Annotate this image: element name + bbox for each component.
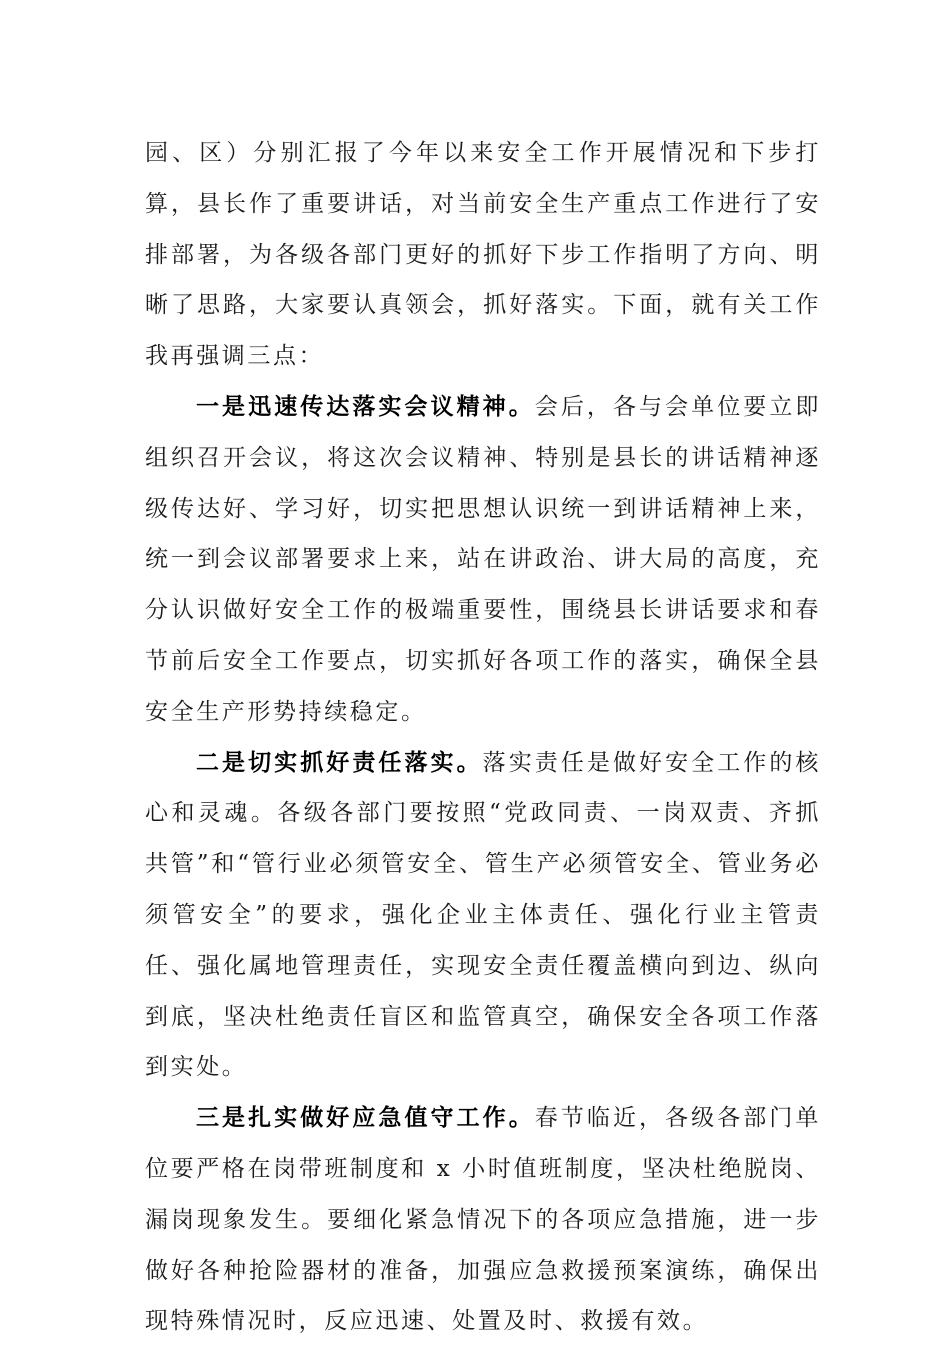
paragraph-intro-continuation <box>145 128 821 382</box>
document-body <box>145 128 821 1347</box>
paragraph-point-three <box>145 1093 821 1347</box>
paragraph-point-one <box>145 382 821 738</box>
paragraph-text: 春节临近，各级各部门单位要严格在岗带班制度和 x 小时值班制度，坚决杜绝脱岗、漏岗现象发生。要细化紧急情况下的各项应急措施，进一步做好各种抢险器材的准备，加强应急救援预案演练，确保出现特殊情况时，反应迅速、处置及时、救援有效。 <box>145 1105 821 1335</box>
point-one-heading: 一是迅速传达落实会议精神。 <box>196 393 535 420</box>
paragraph-text: 会后，各与会单位要立即组织召开会议，将这次会议精神、特别是县长的讲话精神逐级传达好、学习好，切实把思想认识统一到讲话精神上来，统一到会议部署要求上来，站在讲政治、讲大局的高度，充分认识做好安全工作的极端重要性，围绕县长讲话要求和春节前后安全工作要点，切实抓好各项工作的落实，确保全县安全生产形势持续稳定。 <box>145 393 821 725</box>
point-three-heading: 三是扎实做好应急值守工作。 <box>196 1105 535 1132</box>
paragraph-text: 园、区）分别汇报了今年以来安全工作开展情况和下步打算，县长作了重要讲话，对当前安全生产重点工作进行了安排部署，为各级各部门更好的抓好下步工作指明了方向、明晰了思路，大家要认真领会，抓好落实。下面，就有关工作我再强调三点： <box>145 140 821 370</box>
paragraph-text: 落实责任是做好安全工作的核心和灵魂。各级各部门要按照“党政同责、一岗双责、齐抓共管”和“管行业必须管安全、管生产必须管安全、管业务必须管安全”的要求，强化企业主体责任、强化行业主管责任、强化属地管理责任，实现安全责任覆盖横向到边、纵向到底，坚决杜绝责任盲区和监管真空，确保安全各项工作落到实处。 <box>145 749 821 1081</box>
paragraph-point-two <box>145 738 821 1094</box>
point-two-heading: 二是切实抓好责任落实。 <box>196 749 483 776</box>
